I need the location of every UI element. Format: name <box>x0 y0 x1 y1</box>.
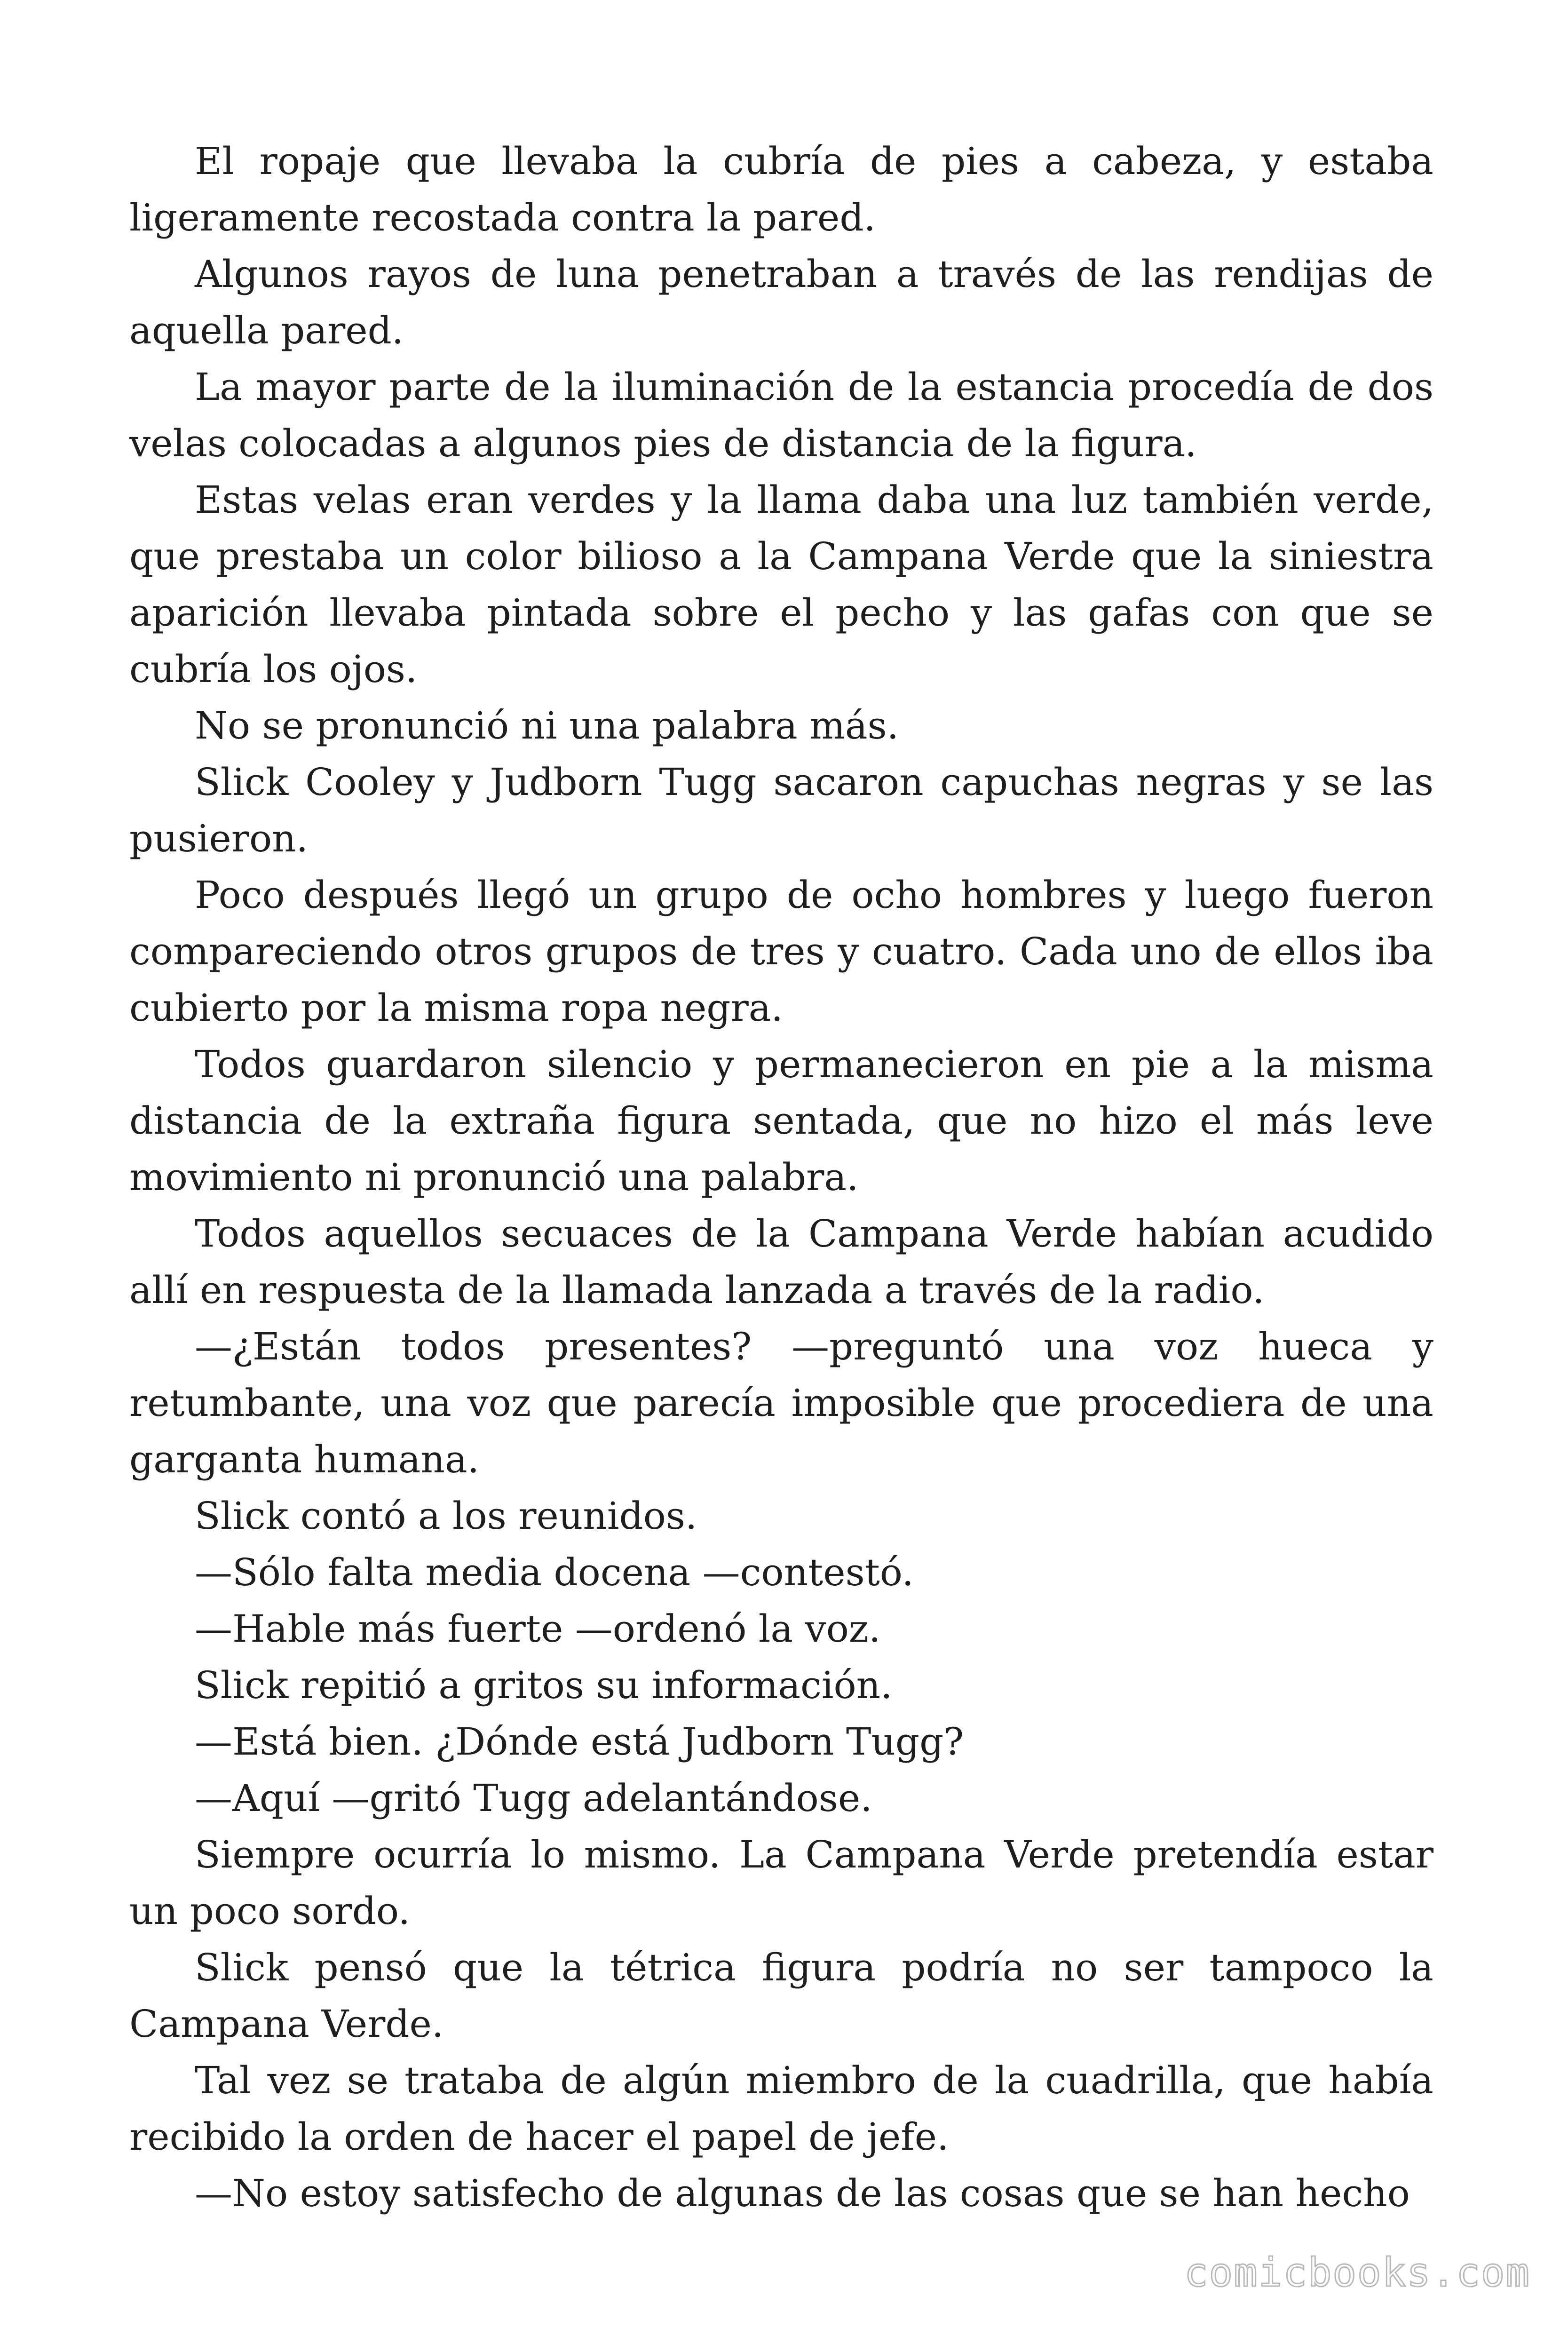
paragraph: Poco después llegó un grupo de ocho hombres y luego fueron compareciendo otros grupos de tres y cuatro. Cada uno de ellos iba cubierto por la misma ropa negra. <box>129 873 1433 1030</box>
paragraph: —Sólo falta media docena —contestó. <box>195 1550 914 1594</box>
paragraph: Todos guardaron silencio y permanecieron en pie a la misma distancia de la extraña figura sentada, que no hizo el más leve movimiento ni pronunció una palabra. <box>129 1042 1433 1199</box>
paragraph: Algunos rayos de luna penetraban a través de las rendijas de aquella pared. <box>129 252 1433 352</box>
paragraph: —Hable más fuerte —ordenó la voz. <box>195 1607 881 1651</box>
body-text <box>129 133 1433 2222</box>
paragraph: —¿Están todos presentes? —preguntó una voz hueca y retumbante, una voz que parecía imposible que procediera de una garganta humana. <box>129 1325 1433 1481</box>
paragraph: Estas velas eran verdes y la llama daba una luz también verde, que prestaba un color bilioso a la Campana Verde que la siniestra aparición llevaba pintada sobre el pecho y las gafas con que se cubría los ojos. <box>129 478 1433 691</box>
paragraph: Siempre ocurría lo mismo. La Campana Verde pretendía estar un poco sordo. <box>129 1833 1433 1933</box>
watermark-text: comicbooks.com <box>1184 2249 1530 2296</box>
paragraph: Slick pensó que la tétrica figura podría no ser tampoco la Campana Verde. <box>129 1946 1433 2046</box>
paragraph: —Está bien. ¿Dónde está Judborn Tugg? <box>195 1720 964 1764</box>
paragraph: Slick repitió a gritos su información. <box>195 1663 893 1707</box>
paragraph: Slick Cooley y Judborn Tugg sacaron capuchas negras y se las pusieron. <box>129 760 1433 860</box>
paragraph: La mayor parte de la iluminación de la estancia procedía de dos velas colocadas a algunos pies de distancia de la figura. <box>129 365 1433 465</box>
paragraph: El ropaje que llevaba la cubría de pies a cabeza, y estaba ligeramente recostada contra la pared. <box>129 139 1433 239</box>
paragraph: —Aquí —gritó Tugg adelantándose. <box>195 1776 872 1820</box>
paragraph: Todos aquellos secuaces de la Campana Verde habían acudido allí en respuesta de la llamada lanzada a través de la radio. <box>129 1212 1433 1312</box>
paragraph: No se pronunció ni una palabra más. <box>195 704 899 747</box>
paragraph: Tal vez se trataba de algún miembro de la cuadrilla, que había recibido la orden de hacer el papel de jefe. <box>129 2058 1433 2159</box>
paragraph: —No estoy satisfecho de algunas de las cosas que se han hecho <box>195 2171 1410 2215</box>
paragraph: Slick contó a los reunidos. <box>195 1494 697 1538</box>
